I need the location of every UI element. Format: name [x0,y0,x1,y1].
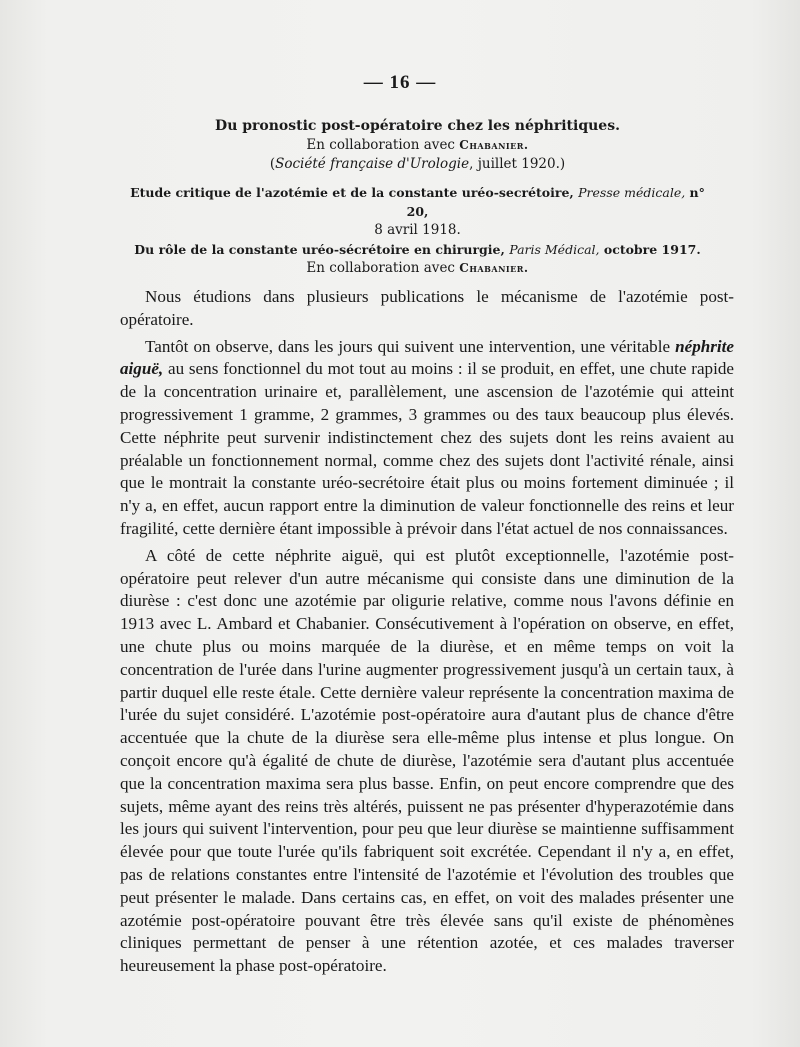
reference-2-title: Du rôle de la constante uréo-sécrétoire en chirurgie, [134,242,505,257]
collaboration-line-1 [120,136,715,155]
society-date: , juillet 1920.) [469,156,566,172]
reference-1 [120,183,715,221]
emphasis-nephrite-aigue: néphrite aiguë, [120,336,735,379]
collaboration-prefix-2: En collaboration avec [306,260,455,276]
reference-2-journal: Paris Médical, [509,242,600,257]
reference-2 [120,240,715,259]
page-number: — 16 — [363,72,437,93]
publication-header [120,116,715,278]
paragraph-1: Nous étudions dans plusieurs publications le mécanisme de l'azotémie post-opératoire. [120,287,734,329]
paragraph-2-start: Tantôt on observe, dans les jours qui suivent une intervention, une véritable [145,336,671,356]
society-reference [120,155,715,174]
society-paren: ( [269,156,276,172]
reference-1-journal: Presse médicale, [578,185,686,200]
collaborator-name: Chabanier. [459,138,529,152]
reference-1-title: Etude critique de l'azotémie et de la constante uréo-secrétoire, [130,185,574,200]
paragraph-3: A côté de cette néphrite aiguë, qui est plutôt exceptionnelle, l'azotémie post-opératoire peut relever d'un autre mécanisme qui consiste dans une diminution de la diurèse : c'est donc une azotémie par oligurie relative, comme nous l'avons définie en 1913 avec L. Ambard et Chabanier. Consécutivement à l'opération on observe, en effet, une chute plus ou moins marquée de la diurèse, et en même temps on voit la concentration de l'urée dans l'urine augmenter progressivement jusqu'à un certain taux, à partir duquel elle reste étale. Cette dernière valeur représente la concentration maxima de l'urée du sujet considéré. L'azotémie post-opératoire aura d'autant plus de chance d'être accentuée que la chute de la diurèse sera elle-même plus intense et plus longue. On conçoit encore qu'à égalité de chute de diurèse, l'azotémie sera d'autant plus accentuée que la concentration maxima sera plus basse. Enfin, on peut encore comprendre que des sujets, même ayant des reins très altérés, puissent ne pas présenter d'hyperazotémie dans les jours qui suivent l'intervention, pour peu que leur diurèse se maintienne suffisamment élevée pour que toute l'urée qu'ils fabriquent soit excrétée. Cependant il n'y a, en effet, pas de relations constantes entre l'intensité de l'azotémie et l'évolution des troubles que peut présenter le malade. Dans certains cas, en effet, on voit des malades présenter une azotémie post-opératoire pouvant être très élevée sans qu'il existe de phénomènes cliniques permettant de penser à une rétention azotée, et ces malades traverser heureusement la phase post-opératoire. [120,545,734,976]
collaboration-prefix: En collaboration avec [306,137,455,153]
body-text [120,286,734,978]
publication-title: Du pronostic post-opératoire chez les néphritiques. [215,118,620,134]
paragraph-2-rest: au sens fonctionnel du mot tout au moins : il se produit, en effet, une chute rapide de la concentration urinaire et, parallèlement, une ascension de l'azotémie qui atteint progressivement 1 gramme, 2 grammes, 3 grammes ou des taux beaucoup plus élevés. Cette néphrite peut survenir indistinctement chez des sujets dont les reins avaient au préalable un fonctionnement normal, comme chez des sujets dont l'activité rénale, ainsi que le montrait la constante uréo-secrétoire était plus ou moins fortement diminuée ; il n'y a, en effet, aucun rapport entre la diminution de valeur fonctionnelle des reins et leur fragilité, cette dernière étant impossible à prévoir dans l'état actuel de nos connaissances. [120,359,734,538]
reference-1-date: 8 avril 1918. [374,222,461,238]
collaboration-line-2 [120,259,715,278]
society-name: Société française d'Urologie [275,156,470,172]
reference-1-number: n° 20, [406,185,705,219]
paragraph-2 [120,336,734,541]
reference-2-date: octobre 1917. [599,242,701,257]
collaborator-name-2: Chabanier. [459,261,529,275]
